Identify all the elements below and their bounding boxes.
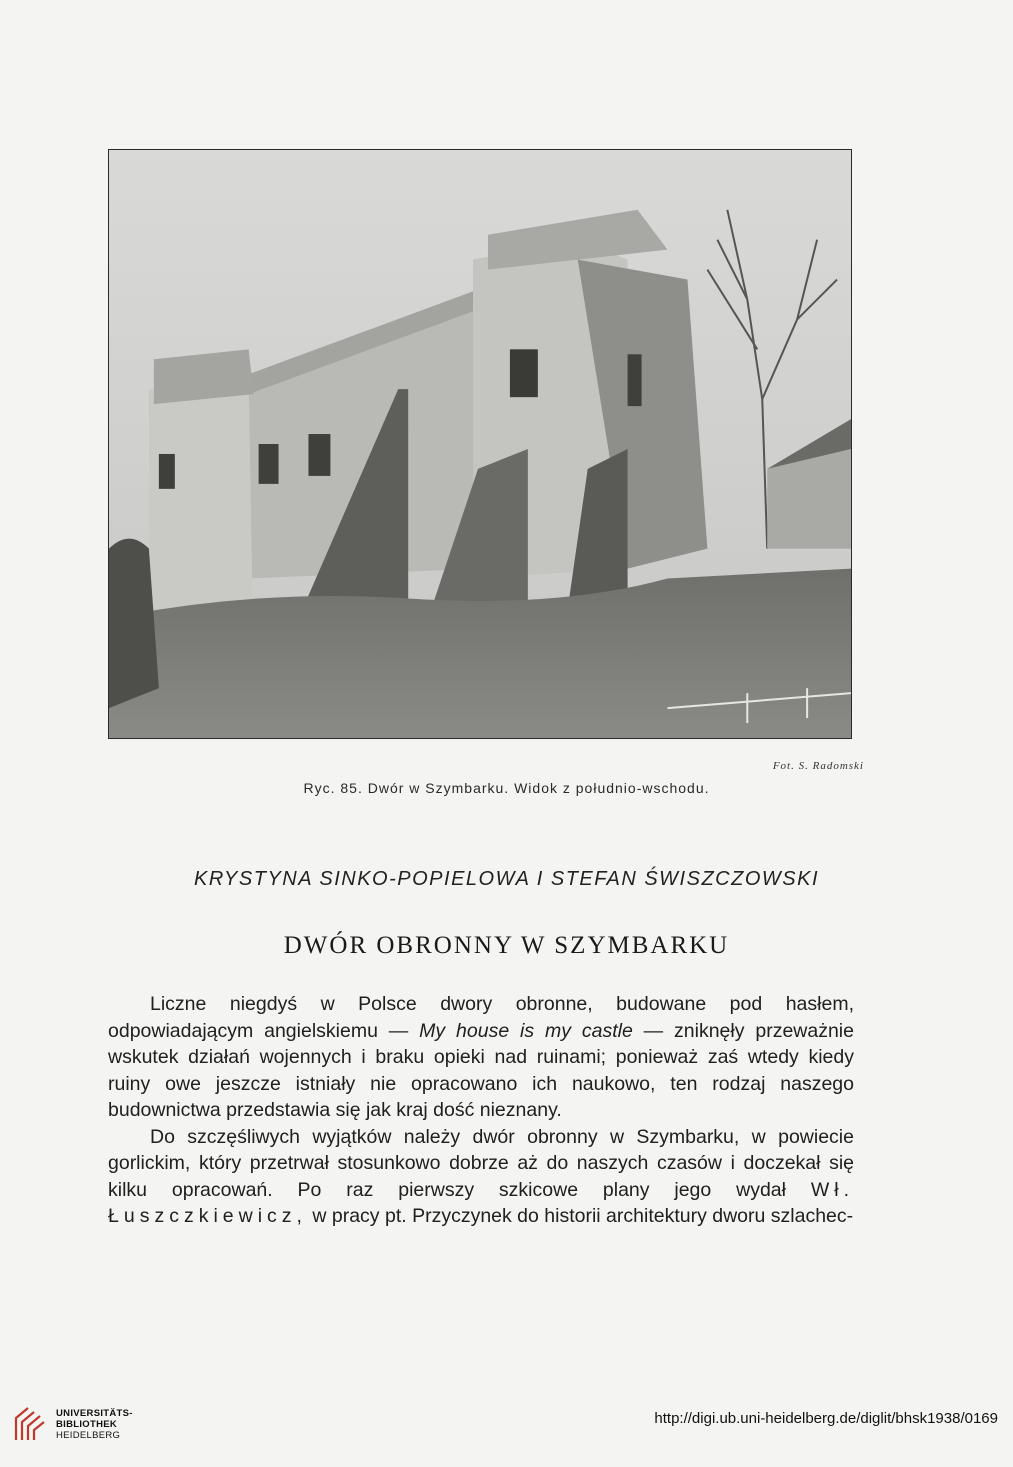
paragraph-2-text-b: w pracy pt. Przyczynek do historii architektury dworu szlachec- [306, 1205, 854, 1227]
library-logo[interactable] [12, 1404, 133, 1444]
paragraph-2-spaced-name: Wł. Łuszczkiewicz, [108, 1178, 854, 1227]
library-logo-icon [12, 1404, 48, 1444]
paragraph-1-text-a: Liczne niegdyś w Polsce dwory obronne, budowane pod hasłem, odpowiadającym angielskiemu — [108, 993, 854, 1042]
library-name-line-2: BIBLIOTHEK [56, 1418, 118, 1430]
paragraph-1 [108, 991, 854, 1124]
manor-photo-illustration [109, 150, 851, 738]
manor-photograph [108, 149, 852, 739]
library-name [56, 1408, 133, 1441]
paragraph-1-italic-phrase: My house is my castle [419, 1019, 633, 1042]
photo-credit: Fot. S. Radomski [772, 760, 864, 772]
paragraph-1-text-b: — zniknęły przeważnie wskutek działań wojennych i braku opieki nad ruinami; ponieważ zaś wtedy kiedy ruiny owe jeszcze istniały nie opracowano ich naukowo, ten rodzaj naszego budownictwa przedstawia się jak kraj dość nieznany. [108, 1019, 854, 1121]
paragraph-2-text-a: Do szczęśliwych wyjątków należy dwór obronny w Szymbarku, w powiecie gorlickim, który przetrwał stosunkowo dobrze aż do naszych czasów i doczekał się kilku opracowań. Po raz pierwszy szkicowe plany jego wydał [108, 1125, 854, 1201]
figure-caption: Ryc. 85. Dwór w Szymbarku. Widok z południo-wschodu. [303, 780, 710, 796]
article-authors: KRYSTYNA SINKO-POPIELOWA I STEFAN ŚWISZCZOWSKI [194, 868, 819, 890]
paragraph-2 [108, 1124, 854, 1230]
library-name-line-3: HEIDELBERG [56, 1429, 121, 1441]
article-title: DWÓR OBRONNY W SZYMBARKU [283, 932, 730, 959]
library-name-line-1: UNIVERSITÄTS- [56, 1407, 133, 1419]
source-url-link[interactable]: http://digi.ub.uni-heidelberg.de/diglit/bhsk1938/0169 [654, 1410, 998, 1427]
article-body [108, 991, 854, 1230]
